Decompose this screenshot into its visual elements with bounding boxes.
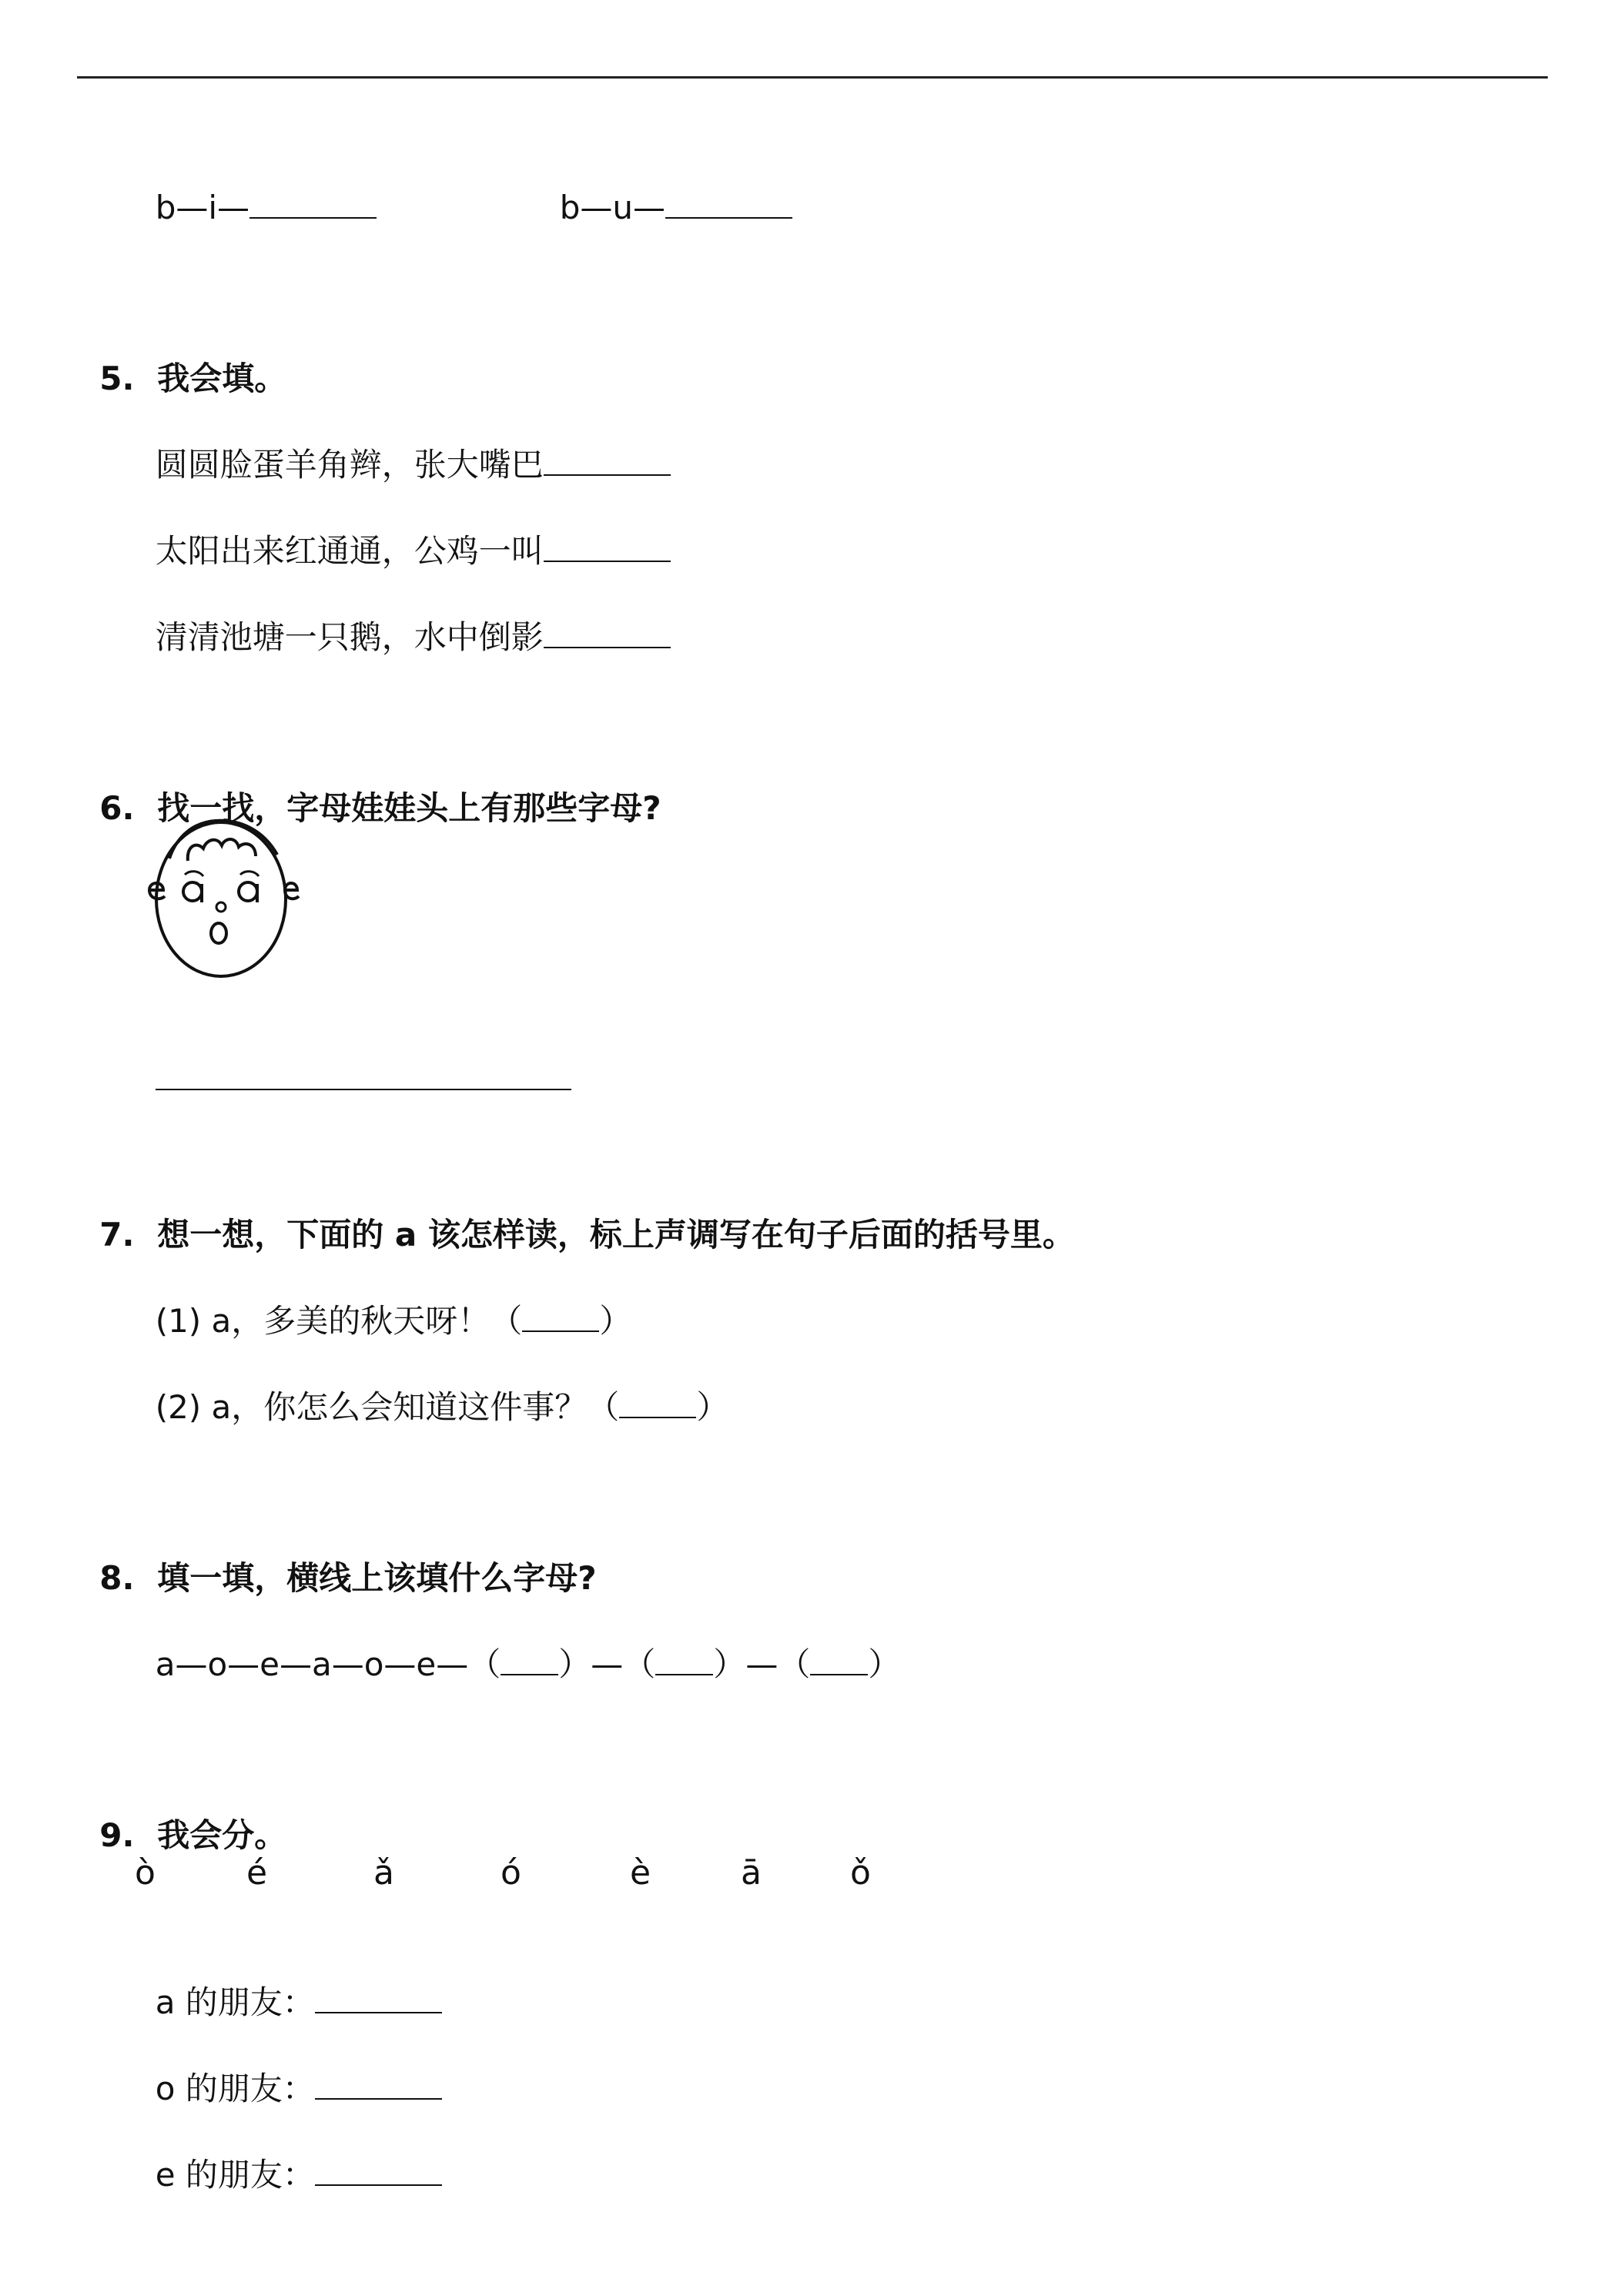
question-number: 5. — [99, 360, 135, 397]
tone-letter: ā — [741, 1853, 762, 1893]
tone-letter: ǎ — [373, 1853, 394, 1893]
header-rule — [77, 76, 1548, 79]
question-8-heading — [77, 1514, 597, 1597]
q5-line-text: 太阳出来红通通，公鸡一叫 — [155, 532, 544, 570]
q9-friend-label: o 的朋友： — [155, 2070, 315, 2107]
syllable-bu-text: b—u— — [559, 189, 665, 226]
open-paren: （ — [778, 1645, 811, 1683]
q7-item-2 — [135, 1343, 729, 1426]
q6-answer-line — [135, 1015, 571, 1058]
q5-line-3 — [135, 573, 671, 656]
q9-friend-label: a 的朋友： — [155, 1983, 315, 2021]
answer-blank[interactable] — [655, 1643, 713, 1675]
question-title: 我会填。 — [157, 360, 287, 397]
question-9-heading — [77, 1771, 287, 1854]
q5-line-2 — [135, 487, 671, 570]
answer-blank[interactable] — [544, 530, 671, 562]
open-paren: （ — [468, 1645, 501, 1683]
question-7-heading — [77, 1170, 1075, 1253]
question-number: 7. — [99, 1216, 135, 1253]
dash: — — [591, 1645, 624, 1683]
answer-blank[interactable] — [544, 443, 671, 476]
q9-friend-o — [135, 2024, 442, 2107]
q8-sequence-text: a—o—e—a—o—e— — [155, 1645, 469, 1683]
answer-blank[interactable] — [315, 2154, 442, 2186]
tone-letter: é — [246, 1853, 268, 1893]
question-title: 填一填，横线上该填什么字母? — [157, 1559, 597, 1597]
answer-blank[interactable] — [810, 1643, 868, 1675]
question-title: 我会分。 — [157, 1816, 287, 1854]
q9-friend-a — [135, 1938, 442, 2021]
question-number: 8. — [99, 1559, 135, 1597]
answer-blank[interactable] — [156, 1058, 571, 1090]
answer-blank[interactable] — [619, 1386, 696, 1418]
close-paren: ） — [696, 1388, 729, 1426]
question-number: 9. — [99, 1816, 135, 1854]
question-6-heading — [77, 744, 661, 827]
close-paren: ） — [599, 1302, 632, 1340]
syllable-bu — [539, 143, 792, 226]
q5-line-text: 圆圆脸蛋羊角辫，张大嘴巴 — [155, 446, 544, 484]
q9-friend-e — [135, 2110, 442, 2194]
answer-blank[interactable] — [501, 1643, 558, 1675]
tone-letter: è — [630, 1853, 651, 1893]
dash: — — [745, 1645, 779, 1683]
close-paren: ） — [713, 1645, 746, 1683]
tone-letter: ǒ — [850, 1853, 871, 1893]
answer-blank[interactable] — [315, 1981, 442, 2013]
open-paren: （ — [587, 1388, 620, 1426]
close-paren: ） — [868, 1645, 901, 1683]
q7-item-label: (1) a，多美的秋天呀！ — [155, 1302, 491, 1340]
tone-letter: ó — [501, 1853, 521, 1893]
answer-blank[interactable] — [249, 186, 377, 219]
question-number: 6. — [99, 789, 135, 827]
syllable-bi-text: b—i— — [155, 189, 250, 226]
q9-friend-label: e 的朋友： — [155, 2156, 315, 2194]
question-title: 想一想，下面的 a 该怎样读，标上声调写在句子后面的括号里。 — [157, 1216, 1075, 1253]
question-title: 找一找，字母娃娃头上有那些字母? — [157, 789, 661, 827]
open-paren: （ — [623, 1645, 656, 1683]
answer-blank[interactable] — [665, 186, 792, 219]
q7-item-label: (2) a，你怎么会知道这件事？ — [155, 1388, 588, 1426]
tone-letter: ò — [135, 1853, 156, 1893]
q8-sequence — [135, 1600, 901, 1683]
letter-doll-face-illustration — [132, 801, 310, 982]
q7-item-1 — [135, 1257, 632, 1340]
q5-line-1 — [135, 400, 671, 484]
syllable-bi — [135, 143, 377, 226]
answer-blank[interactable] — [544, 616, 671, 648]
q5-line-text: 清清池塘一只鹅，水中倒影 — [155, 618, 544, 656]
answer-blank[interactable] — [522, 1300, 599, 1332]
answer-blank[interactable] — [315, 2067, 442, 2100]
open-paren: （ — [490, 1302, 523, 1340]
question-5-heading — [77, 314, 287, 397]
close-paren: ） — [558, 1645, 591, 1683]
